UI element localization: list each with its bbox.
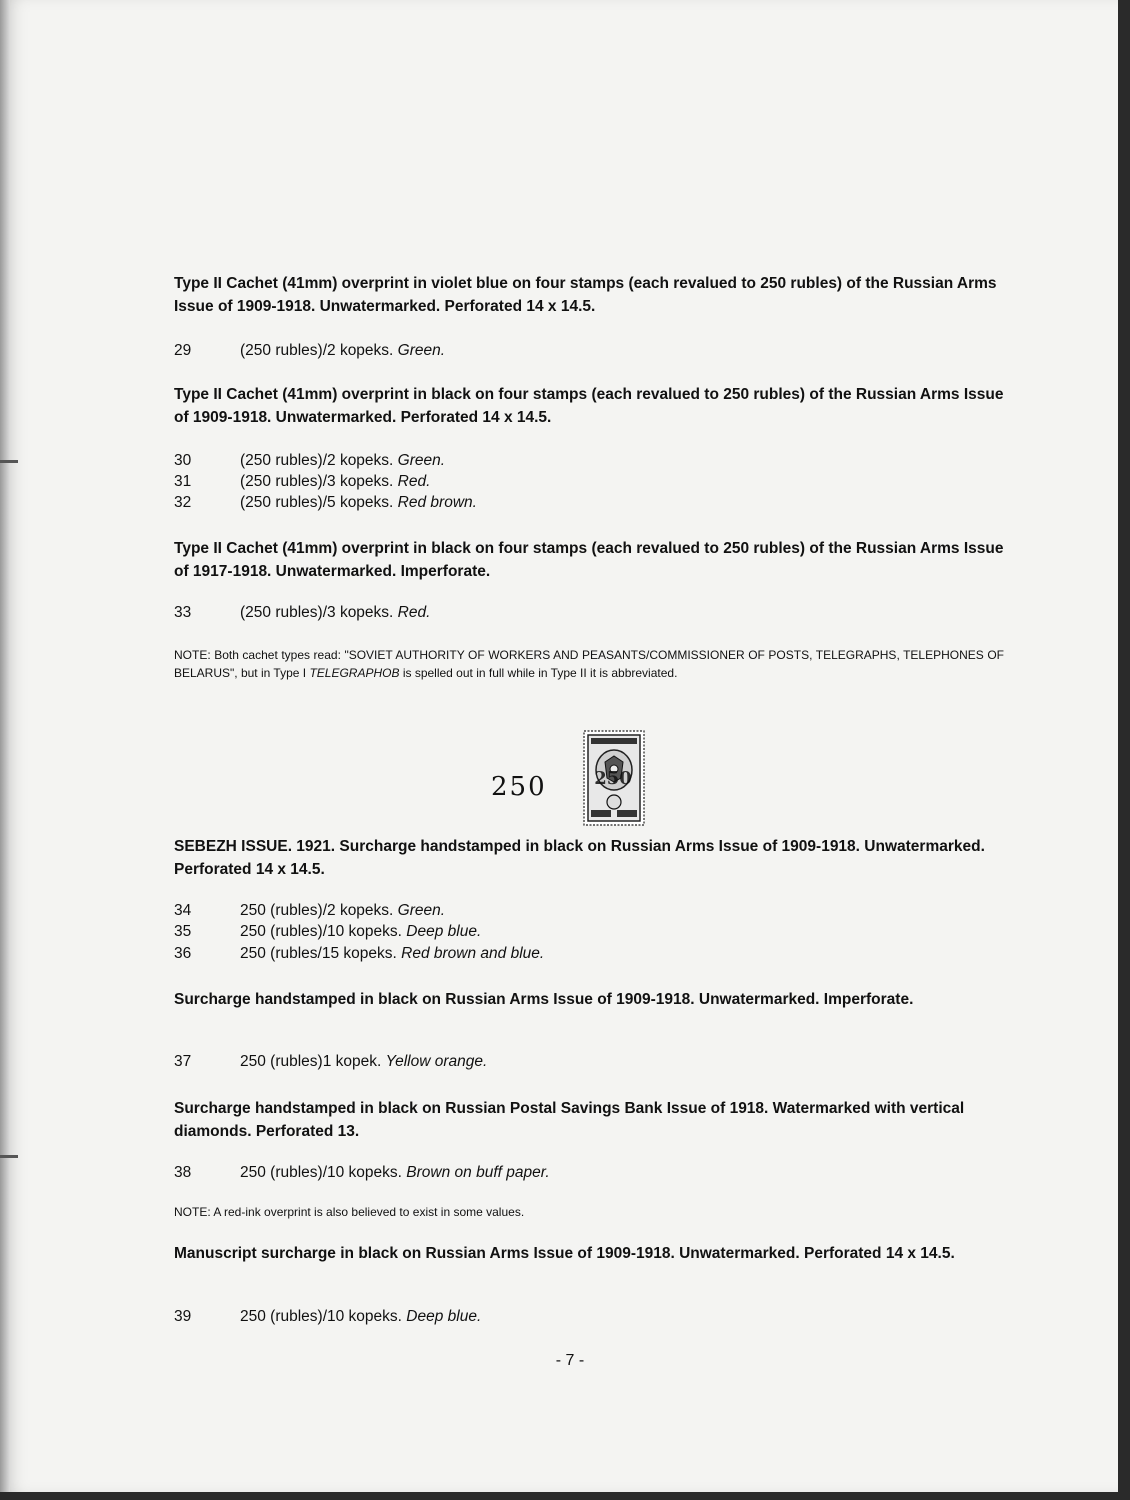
page-number: - 7 -: [555, 1352, 585, 1369]
stamp-color: Brown on buff paper.: [406, 1164, 550, 1181]
section-header: Type II Cachet (41mm) overprint in black on four stamps (each revalued to 250 rubles) of the Russian Arms Issue of 1909-1918. Unwatermarked. Perforated 14 x 14.5.: [174, 386, 1004, 426]
section-header: Surcharge handstamped in black on Russian Arms Issue of 1909-1918. Unwatermarked. Imperforate.: [174, 991, 914, 1008]
surcharge-value: 250: [491, 772, 547, 802]
stamp-color: Green.: [397, 342, 446, 359]
catalog-description: 250 (rubles)1 kopek. Yellow orange.: [240, 1053, 488, 1070]
stamp-color: Deep blue.: [406, 923, 482, 940]
catalog-number: 33: [174, 604, 192, 621]
stamp-image: [583, 730, 645, 826]
binding-edge: [0, 0, 10, 1492]
note: NOTE: A red-ink overprint is also believed to exist in some values.: [174, 1205, 525, 1219]
catalog-number: 35: [174, 923, 192, 940]
stamp-color: Red.: [397, 473, 431, 490]
catalog-number: 37: [174, 1053, 192, 1070]
section-header: Type II Cachet (41mm) overprint in violet blue on four stamps (each revalued to 250 rubles) of the Russian Arms Issue of 1909-1918. Unwatermarked. Perforated 14 x 14.5.: [174, 275, 997, 315]
stamp-color: Red brown.: [397, 494, 477, 511]
staple: [0, 1155, 18, 1158]
catalog-description: 250 (rubles/15 kopeks. Red brown and blue.: [240, 945, 545, 962]
catalog-description: (250 rubles)/3 kopeks. Red.: [240, 604, 431, 621]
catalog-description: 250 (rubles)/2 kopeks. Green.: [240, 902, 446, 919]
catalog-number: 29: [174, 342, 192, 359]
stamp-color: Green.: [397, 452, 446, 469]
section-header: Manuscript surcharge in black on Russian Arms Issue of 1909-1918. Unwatermarked. Perforated 14 x 14.5.: [174, 1245, 955, 1262]
catalog-number: 31: [174, 473, 192, 490]
catalog-number: 36: [174, 945, 192, 962]
catalog-description: (250 rubles)/5 kopeks. Red brown.: [240, 494, 477, 511]
catalog-description: (250 rubles)/2 kopeks. Green.: [240, 342, 446, 359]
stamp-color: Deep blue.: [406, 1308, 482, 1325]
catalog-description: (250 rubles)/2 kopeks. Green.: [240, 452, 446, 469]
note: NOTE: Both cachet types read: "SOVIET AUTHORITY OF WORKERS AND PEASANTS/COMMISSIONER OF POSTS, TELEGRAPHS, TELEPHONES OF BELARUS", but in Type I TELEGRAPHOB is spelled out in full while in Type II it is abbreviated.: [174, 648, 1004, 680]
stamp-color: Red.: [397, 604, 431, 621]
staple: [0, 460, 18, 463]
stamp-color: Red brown and blue.: [401, 945, 545, 962]
svg-text:250: 250: [594, 768, 632, 789]
stamp-color: Green.: [397, 902, 446, 919]
stamp-color: Yellow orange.: [385, 1053, 488, 1070]
stamp-illustration: [488, 730, 648, 830]
catalog-number: 39: [174, 1308, 192, 1325]
catalog-number: 34: [174, 902, 192, 919]
section-header: Type II Cachet (41mm) overprint in black on four stamps (each revalued to 250 rubles) of the Russian Arms Issue of 1917-1918. Unwatermarked. Imperforate.: [174, 540, 1004, 580]
section-header: Surcharge handstamped in black on Russian Postal Savings Bank Issue of 1918. Watermarked with vertical diamonds. Perforated 13.: [174, 1100, 965, 1140]
catalog-number: 38: [174, 1164, 192, 1181]
catalog-number: 32: [174, 494, 192, 511]
catalog-description: (250 rubles)/3 kopeks. Red.: [240, 473, 431, 490]
catalog-number: 30: [174, 452, 192, 469]
catalog-description: 250 (rubles)/10 kopeks. Deep blue.: [240, 1308, 482, 1325]
catalog-description: 250 (rubles)/10 kopeks. Brown on buff paper.: [240, 1164, 550, 1181]
catalog-description: 250 (rubles)/10 kopeks. Deep blue.: [240, 923, 482, 940]
section-header: SEBEZH ISSUE. 1921. Surcharge handstamped in black on Russian Arms Issue of 1909-1918. Unwatermarked. Perforated 14 x 14.5.: [174, 838, 985, 878]
